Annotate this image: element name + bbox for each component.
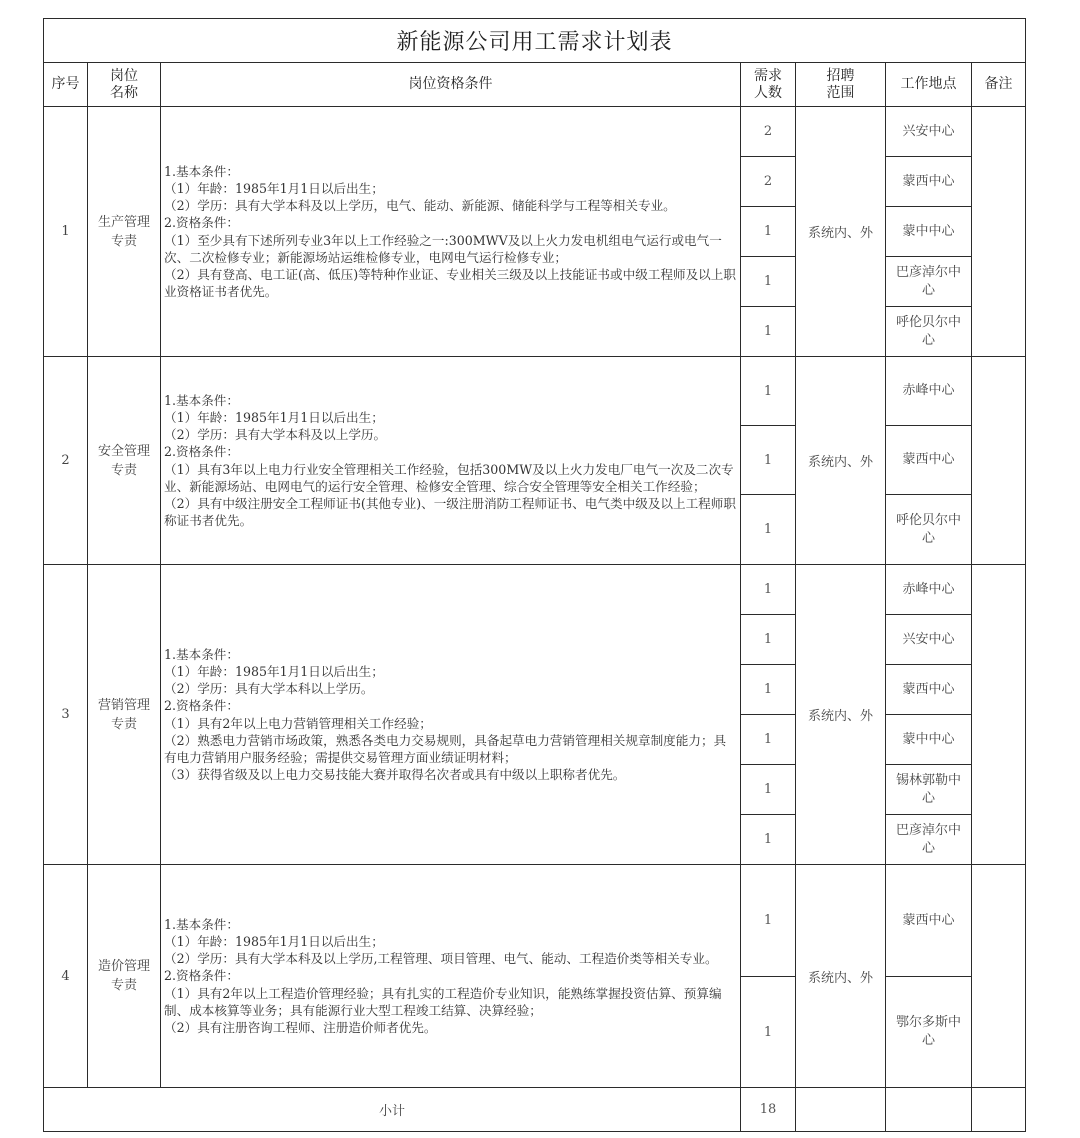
headcount: 2 (741, 107, 796, 157)
work-location: 蒙中中心 (886, 207, 972, 257)
headcount: 1 (741, 665, 796, 715)
requirement-line: 2.资格条件： (164, 968, 239, 984)
position-name (88, 357, 161, 565)
requirement-line: （1）年龄：1985年1月1日以后出生； (164, 180, 384, 196)
remark-cell (972, 565, 1026, 865)
header-location: 工作地点 (886, 63, 972, 107)
work-location: 鄂尔多斯中心 (886, 977, 972, 1088)
requirement-line: （2）具有中级注册安全工程师证书(其他专业)、一级注册消防工程师证书、电气类中级及以上工程师职称证书者优先。 (164, 495, 736, 529)
header-position-line2: 名称 (110, 84, 138, 101)
headcount: 1 (741, 357, 796, 426)
requirement-line: （1）具有2年以上工程造价管理经验；具有扎实的工程造价专业知识，能熟练掌握投资估算、预算编制、成本核算等业务；具有能源行业大型工程竣工结算、决算经验； (164, 985, 722, 1018)
requirement-line: （2）学历：具有大学本科以上学历。 (164, 681, 374, 697)
headcount: 1 (741, 977, 796, 1088)
headcount: 1 (741, 495, 796, 565)
subtotal-scope-empty (796, 1088, 886, 1132)
work-location: 兴安中心 (886, 107, 972, 157)
recruit-scope: 系统内、外 (796, 565, 886, 865)
position-name-line2: 专责 (110, 233, 137, 249)
header-requirements: 岗位资格条件 (161, 63, 741, 107)
position-name (88, 565, 161, 865)
header-scope-line2: 范围 (826, 84, 855, 101)
requirements-cell (161, 565, 741, 865)
headcount: 1 (741, 865, 796, 977)
header-count (741, 63, 796, 107)
requirement-line: （3）获得省级及以上电力交易技能大赛并取得名次者或具有中级以上职称者优先。 (164, 767, 626, 783)
requirement-line: （2）具有登高、电工证(高、低压)等特种作业证、专业相关三级及以上技能证书或中级工程师及以上职业资格证书者优先。 (164, 266, 736, 300)
recruit-scope: 系统内、外 (796, 357, 886, 565)
table-row (44, 107, 1026, 157)
requirement-line: 1.基本条件： (164, 646, 239, 662)
row-index: 4 (44, 865, 88, 1088)
requirement-line: （2）具有注册咨询工程师、注册造价师者优先。 (164, 1020, 437, 1035)
requirement-line: 2.资格条件： (164, 698, 239, 714)
position-name (88, 107, 161, 357)
headcount: 1 (741, 765, 796, 815)
row-index: 3 (44, 565, 88, 865)
requirement-line: （2）熟悉电力营销市场政策，熟悉各类电力交易规则，具备起草电力营销管理相关规章制度能力；具有电力营销用户服务经验；需提供交易管理方面业绩证明材料； (164, 732, 727, 765)
work-location: 兴安中心 (886, 615, 972, 665)
headcount: 1 (741, 565, 796, 615)
row-index: 1 (44, 107, 88, 357)
headcount: 1 (741, 715, 796, 765)
subtotal-remark-empty (972, 1088, 1026, 1132)
header-position (88, 63, 161, 107)
position-name-line1: 生产管理 (97, 214, 150, 230)
work-location: 赤峰中心 (886, 565, 972, 615)
requirements-cell (161, 107, 741, 357)
position-name-line1: 造价管理 (97, 959, 150, 974)
position-name (88, 865, 161, 1088)
position-name-line2: 专责 (110, 978, 137, 993)
header-count-line1: 需求 (754, 67, 782, 84)
requirement-line: （1）具有2年以上电力营销管理相关工作经验； (164, 715, 432, 731)
requirement-line: （1）至少具有下述所列专业3年以上工作经验之一:300MWV及以上火力发电机组电气运行或电气一次、二次检修专业；新能源场站运维检修专业，电网电气运行检修专业； (164, 232, 722, 265)
recruit-scope: 系统内、外 (796, 107, 886, 357)
requirement-line: （1）年龄：1985年1月1日以后出生； (164, 933, 384, 949)
table-row (44, 865, 1026, 977)
recruit-scope: 系统内、外 (796, 865, 886, 1088)
table-row (44, 357, 1026, 426)
requirement-line: （1）具有3年以上电力行业安全管理相关工作经验，包括300MW及以上火力发电厂电气一次及二次专业、新能源场站、电网电气的运行安全管理、检修安全管理、综合安全管理等安全相关工作经验； (164, 461, 734, 494)
header-count-line2: 人数 (754, 84, 782, 101)
requirements-cell (161, 357, 741, 565)
requirement-line: 1.基本条件： (164, 392, 239, 408)
requirement-line: 1.基本条件： (164, 916, 239, 932)
work-location: 锡林郭勒中心 (886, 765, 972, 815)
requirement-line: （2）学历：具有大学本科及以上学历,工程管理、项目管理、电气、能动、工程造价类等相关专业。 (164, 951, 718, 967)
remark-cell (972, 865, 1026, 1088)
headcount: 1 (741, 257, 796, 307)
work-location: 呼伦贝尔中心 (886, 307, 972, 357)
remark-cell (972, 107, 1026, 357)
position-name-line2: 专责 (110, 462, 137, 478)
work-location: 蒙西中心 (886, 426, 972, 495)
headcount: 1 (741, 307, 796, 357)
headcount: 1 (741, 207, 796, 257)
header-position-line1: 岗位 (110, 67, 138, 84)
work-location: 蒙西中心 (886, 157, 972, 207)
subtotal-label: 小计 (44, 1088, 741, 1132)
title-row (44, 19, 1026, 63)
remark-cell (972, 357, 1026, 565)
subtotal-row (44, 1088, 1026, 1132)
work-location: 巴彦淖尔中心 (886, 815, 972, 865)
requirement-line: 2.资格条件： (164, 444, 239, 460)
work-location: 呼伦贝尔中心 (886, 495, 972, 565)
table-title: 新能源公司用工需求计划表 (44, 19, 1026, 63)
position-name-line2: 专责 (110, 716, 137, 732)
requirement-line: 2.资格条件： (164, 215, 239, 231)
subtotal-count: 18 (741, 1088, 796, 1132)
position-name-line1: 安全管理 (97, 443, 150, 459)
table-row (44, 565, 1026, 615)
header-scope (796, 63, 886, 107)
headcount: 1 (741, 815, 796, 865)
position-name-line1: 营销管理 (97, 697, 150, 713)
work-location: 蒙西中心 (886, 665, 972, 715)
headcount: 1 (741, 615, 796, 665)
requirement-line: （1）年龄：1985年1月1日以后出生； (164, 663, 384, 679)
work-location: 巴彦淖尔中心 (886, 257, 972, 307)
subtotal-location-empty (886, 1088, 972, 1132)
header-scope-line1: 招聘 (826, 67, 855, 84)
headcount: 2 (741, 157, 796, 207)
header-remark: 备注 (972, 63, 1026, 107)
header-index: 序号 (44, 63, 88, 107)
headcount: 1 (741, 426, 796, 495)
work-location: 蒙西中心 (886, 865, 972, 977)
requirement-line: （2）学历：具有大学本科及以上学历，电气、能动、新能源、储能科学与工程等相关专业。 (164, 198, 676, 214)
hiring-plan-table (43, 18, 1026, 1132)
work-location: 蒙中中心 (886, 715, 972, 765)
work-location: 赤峰中心 (886, 357, 972, 426)
requirement-line: （1）年龄：1985年1月1日以后出生； (164, 409, 384, 425)
requirements-cell (161, 865, 741, 1088)
header-row (44, 63, 1026, 107)
requirement-line: （2）学历：具有大学本科及以上学历。 (164, 427, 387, 443)
requirement-line: 1.基本条件： (164, 163, 239, 179)
row-index: 2 (44, 357, 88, 565)
